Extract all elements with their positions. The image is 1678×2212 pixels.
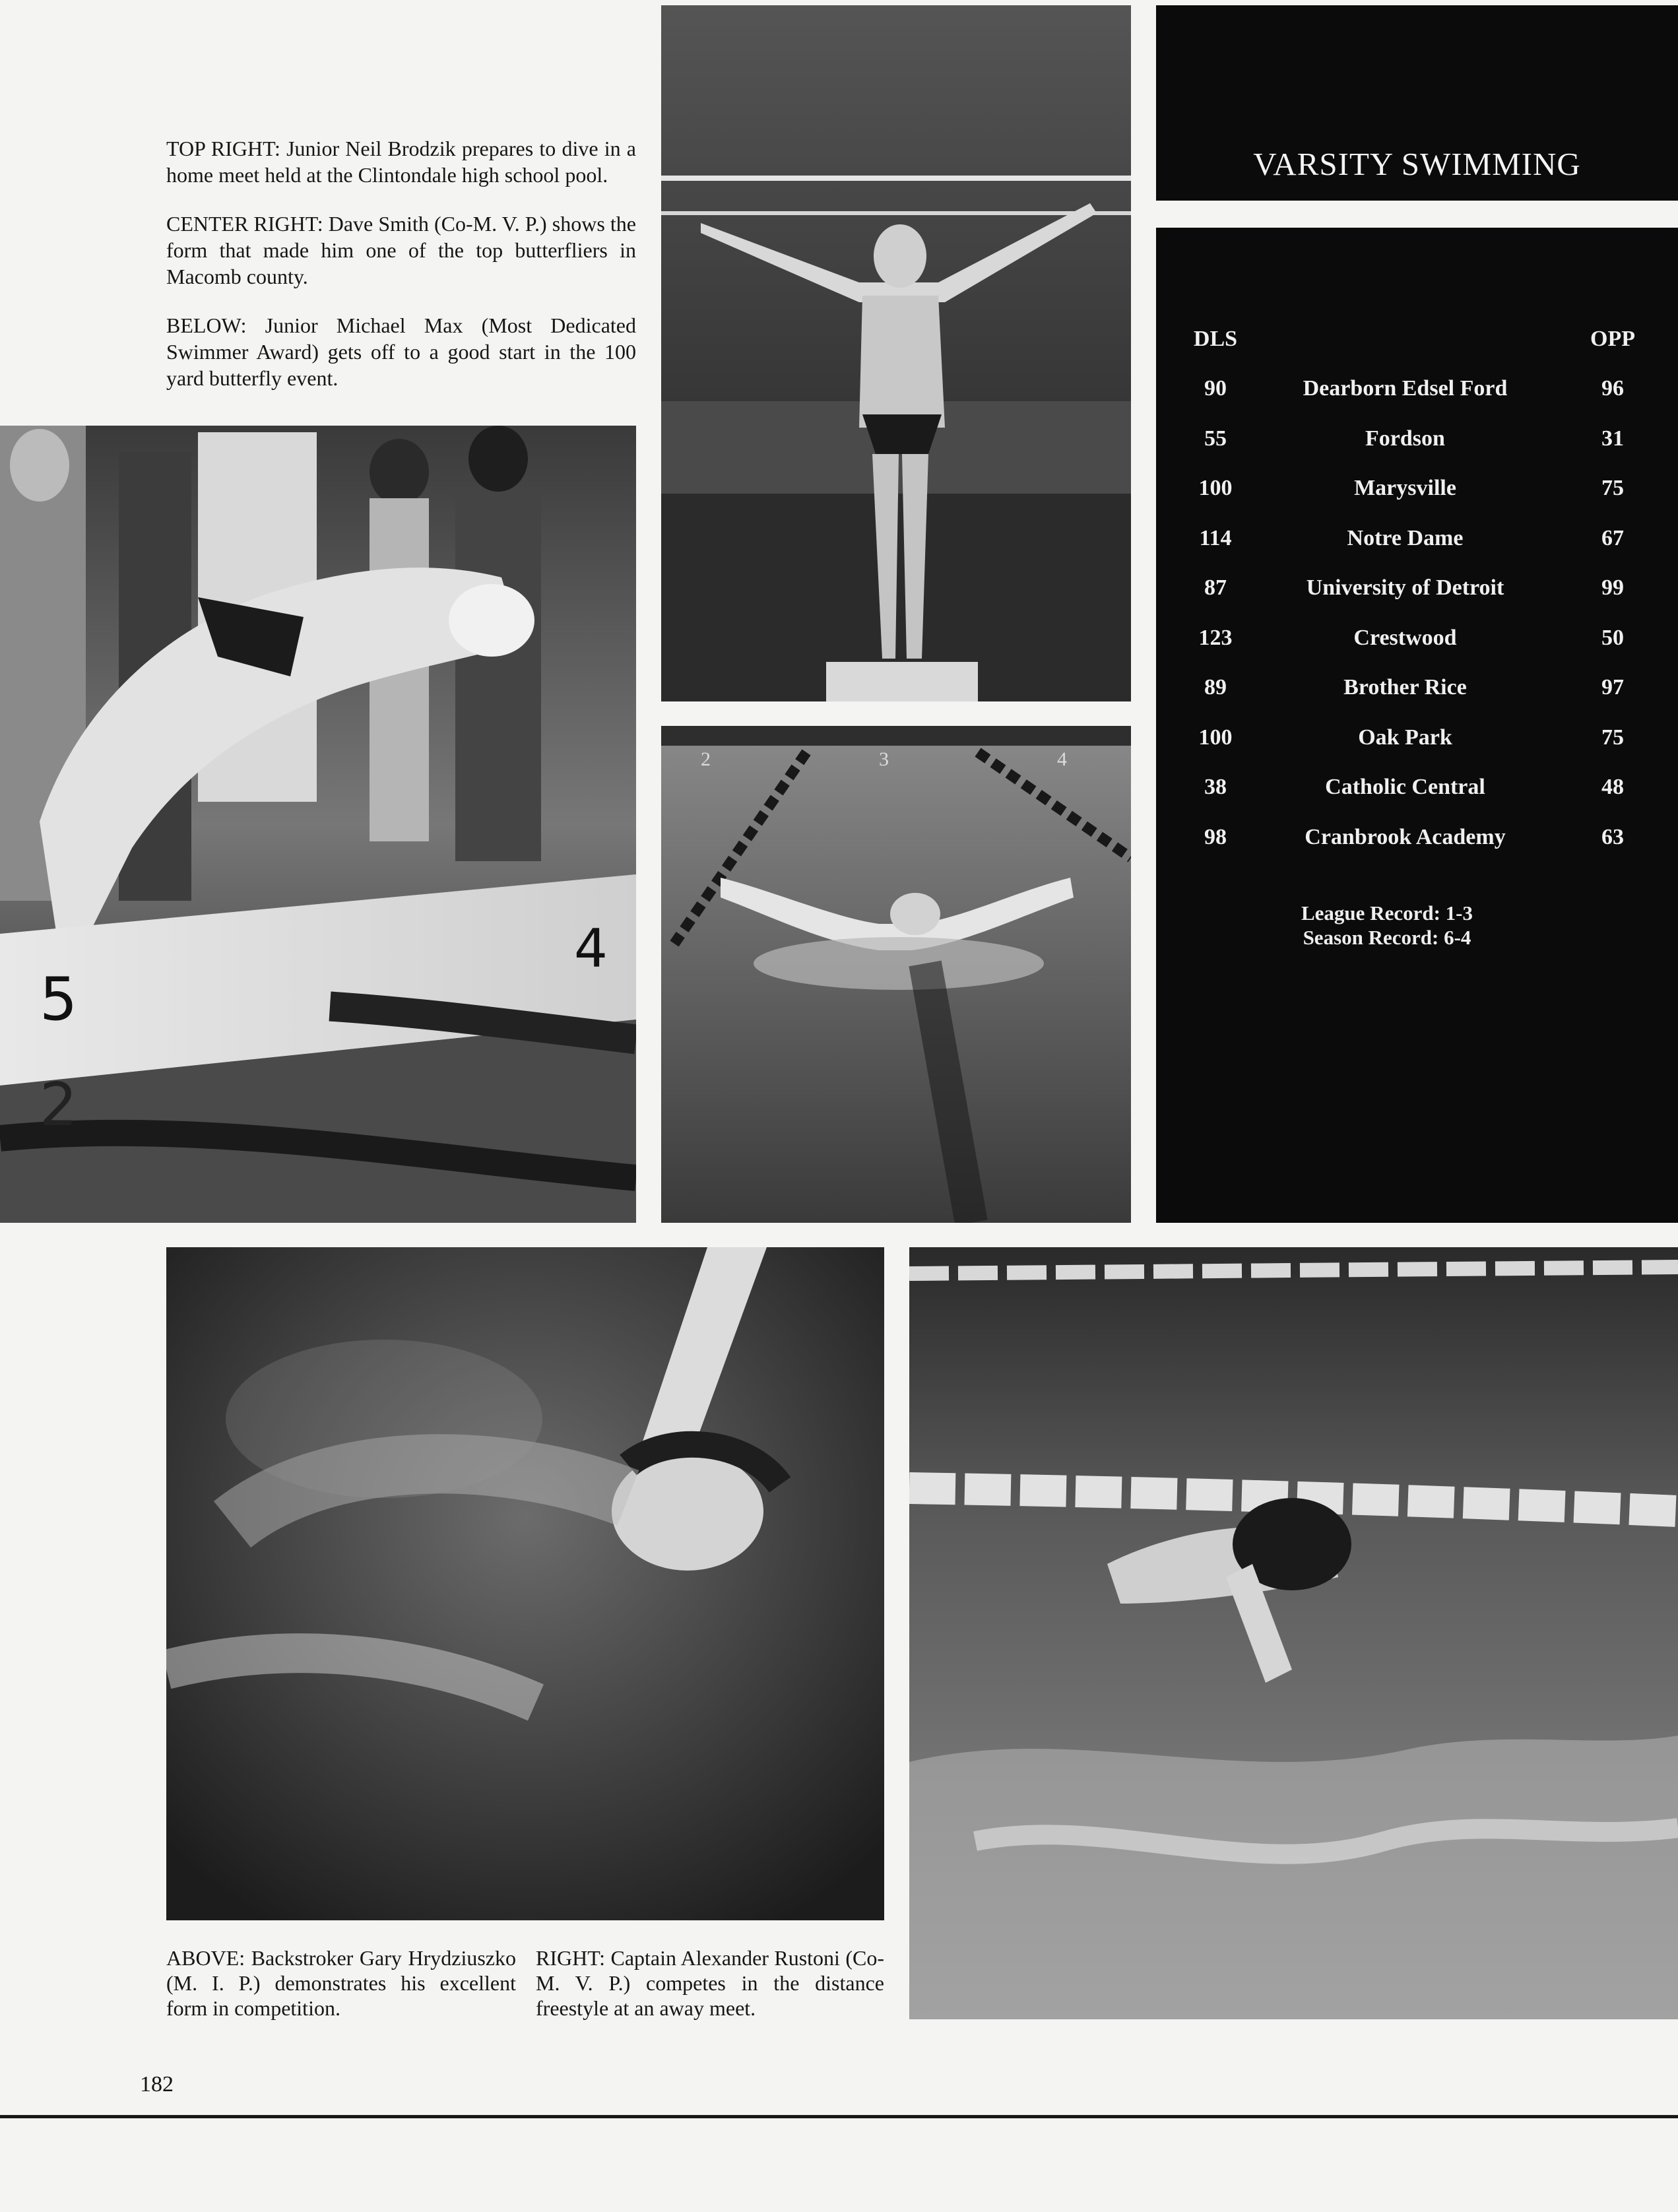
caption-below: BELOW: Junior Michael Max (Most Dedicated Swimmer Award) gets off to a good start in the 100 yard butterfly event. (166, 313, 636, 390)
opp-score: 31 (1601, 426, 1624, 451)
dls-score: 55 (1204, 426, 1227, 451)
opp-score: 97 (1601, 675, 1624, 699)
opponent-name: Crestwood (1353, 625, 1457, 650)
schedule-panel (1156, 228, 1678, 1223)
dls-score: 100 (1198, 476, 1233, 500)
lane-label-2: 2 (701, 748, 711, 770)
lane-label-4: 4 (1057, 748, 1067, 770)
opponent-name: Cranbrook Academy (1305, 824, 1506, 849)
lane-number-2: 2 (40, 1070, 78, 1140)
dls-score: 38 (1204, 775, 1227, 799)
league-record: League Record: 1-3 (1301, 901, 1473, 925)
caption-above: ABOVE: Backstroker Gary Hrydziuszko (M. I. P.) demonstrates his excellent form in competition. (166, 1946, 516, 2020)
opp-score: 75 (1601, 725, 1624, 750)
opp-score: 48 (1601, 775, 1624, 799)
records (1235, 901, 1539, 950)
dls-score: 89 (1204, 675, 1227, 699)
title-panel (1156, 5, 1678, 201)
caption-block-top (166, 135, 636, 414)
opponent-name: University of Detroit (1306, 575, 1504, 600)
photo-swimmer-start (0, 426, 636, 1223)
opp-score: 96 (1601, 376, 1624, 401)
opponent-name: Catholic Central (1325, 775, 1485, 799)
page-number: 182 (140, 2072, 174, 2097)
lane-number-4: 4 (574, 918, 608, 979)
dls-score: 100 (1198, 725, 1233, 750)
lane-label-3: 3 (879, 748, 889, 770)
dls-score: 114 (1199, 525, 1232, 550)
opponent-name: Fordson (1365, 426, 1445, 451)
photo-freestyle (909, 1247, 1678, 2019)
dls-score: 87 (1204, 575, 1227, 600)
opponent-name: Notre Dame (1347, 525, 1464, 550)
dls-score: 90 (1204, 376, 1227, 401)
photo-backstroker (166, 1247, 884, 1920)
bottom-rule (0, 2115, 1678, 2118)
opp-score: 67 (1601, 525, 1624, 550)
opp-score: 99 (1601, 575, 1624, 600)
opponent-name: Oak Park (1358, 725, 1452, 750)
opp-score: 63 (1601, 824, 1624, 849)
dls-score: 123 (1198, 625, 1233, 650)
photo-diver (661, 5, 1131, 701)
caption-center-right: CENTER RIGHT: Dave Smith (Co-M. V. P.) shows the form that made him one of the top butterfliers in Macomb county. (166, 212, 636, 288)
header-dls: DLS (1193, 327, 1238, 351)
opponent-name: Dearborn Edsel Ford (1303, 376, 1508, 401)
caption-top-right: TOP RIGHT: Junior Neil Brodzik prepares to dive in a home meet held at the Clintondale high school pool. (166, 137, 636, 187)
header-opp: OPP (1590, 327, 1635, 351)
caption-right: RIGHT: Captain Alexander Rustoni (Co-M. V. P.) competes in the distance freestyle at an away meet. (536, 1946, 884, 2020)
page-title: VARSITY SWIMMING (1253, 146, 1581, 182)
opponent-name: Brother Rice (1343, 675, 1467, 699)
opp-score: 75 (1601, 476, 1624, 500)
lane-number-5: 5 (40, 965, 78, 1034)
opp-score: 50 (1601, 625, 1624, 650)
season-record: Season Record: 6-4 (1303, 926, 1471, 949)
dls-score: 98 (1204, 824, 1227, 849)
photo-butterfly (661, 726, 1131, 1223)
opponent-name: Marysville (1354, 476, 1456, 500)
